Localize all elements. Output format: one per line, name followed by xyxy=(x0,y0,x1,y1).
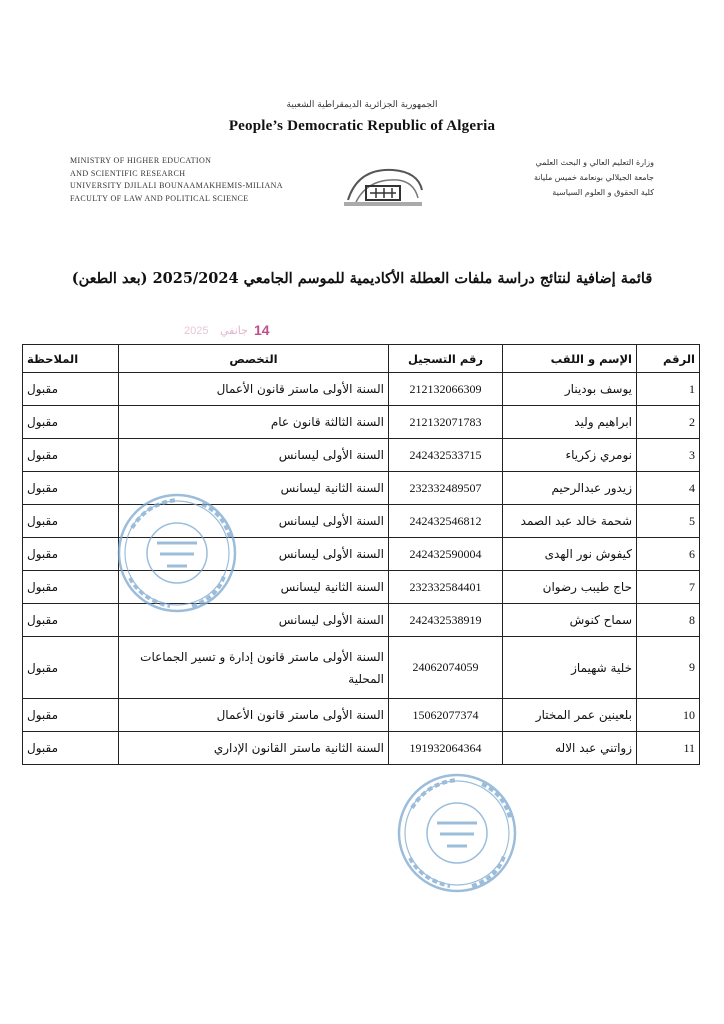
row-spec: السنة الثالثة قانون عام xyxy=(119,406,389,439)
row-name: سماح كنوش xyxy=(503,604,637,637)
row-name: يوسف بودينار xyxy=(503,373,637,406)
row-note: مقبول xyxy=(23,732,119,765)
header-right-line: كلية الحقوق و العلوم السياسية xyxy=(552,188,654,197)
header-left-line: FACULTY OF LAW AND POLITICAL SCIENCE xyxy=(70,193,249,203)
table-row xyxy=(23,406,700,439)
row-note: مقبول xyxy=(23,699,119,732)
header-reg: رقم التسجيل xyxy=(389,345,503,373)
row-note: مقبول xyxy=(23,373,119,406)
university-logo-icon xyxy=(338,160,428,210)
row-spec: السنة الأولى ليسانس xyxy=(119,505,389,538)
row-spec: السنة الأولى ماستر قانون إدارة و تسير الجماعات المحلية xyxy=(119,637,389,699)
row-num: 11 xyxy=(637,732,700,765)
table-header-row xyxy=(23,345,700,373)
header-left-line: AND SCIENTIFIC RESEARCH xyxy=(70,168,186,178)
row-num: 2 xyxy=(637,406,700,439)
row-reg: 212132071783 xyxy=(389,406,503,439)
row-note: مقبول xyxy=(23,637,119,699)
table-row xyxy=(23,732,700,765)
table-row xyxy=(23,699,700,732)
row-num: 8 xyxy=(637,604,700,637)
row-spec: السنة الثانية ليسانس xyxy=(119,571,389,604)
row-num: 10 xyxy=(637,699,700,732)
row-name: زواتني عبد الاله xyxy=(503,732,637,765)
row-note: مقبول xyxy=(23,571,119,604)
header-spec: التخصص xyxy=(119,345,389,373)
header-left-line: MINISTRY OF HIGHER EDUCATION xyxy=(70,156,212,165)
row-note: مقبول xyxy=(23,406,119,439)
header-arabic-republic: الجمهورية الجزائرية الديمقراطية الشعبية xyxy=(286,100,438,110)
row-note: مقبول xyxy=(23,439,119,472)
faculty-stamp-icon xyxy=(112,488,242,618)
row-note: مقبول xyxy=(23,472,119,505)
row-reg: 24062074059 xyxy=(389,637,503,699)
row-num: 6 xyxy=(637,538,700,571)
row-spec: السنة الأولى ليسانس xyxy=(119,439,389,472)
row-name: نومري زكرياء xyxy=(503,439,637,472)
row-reg: 232332584401 xyxy=(389,571,503,604)
header-english-republic: People’s Democratic Republic of Algeria xyxy=(228,118,496,134)
row-num: 3 xyxy=(637,439,700,472)
row-reg: 191932064364 xyxy=(389,732,503,765)
row-spec: السنة الأولى ليسانس xyxy=(119,538,389,571)
row-reg: 242432533715 xyxy=(389,439,503,472)
row-name: حاج طيبب رضوان xyxy=(503,571,637,604)
row-num: 5 xyxy=(637,505,700,538)
row-spec: السنة الثانية ليسانس xyxy=(119,472,389,505)
row-name: زيدور عبدالرحيم xyxy=(503,472,637,505)
row-note: مقبول xyxy=(23,538,119,571)
svg-text:جانفي: جانفي xyxy=(220,324,248,337)
row-reg: 242432538919 xyxy=(389,604,503,637)
table-row xyxy=(23,373,700,406)
date-stamp-icon xyxy=(180,318,290,340)
row-reg: 242432590004 xyxy=(389,538,503,571)
row-spec: السنة الثانية ماستر القانون الإداري xyxy=(119,732,389,765)
row-reg: 15062077374 xyxy=(389,699,503,732)
table-row xyxy=(23,637,700,699)
header-right-line: وزارة التعليم العالي و البحث العلمي xyxy=(535,158,654,167)
svg-text:14: 14 xyxy=(254,322,270,338)
header-right-line: جامعة الجيلالي بونعامة خميس مليانة xyxy=(533,173,654,182)
row-name: ابراهيم وليد xyxy=(503,406,637,439)
row-num: 7 xyxy=(637,571,700,604)
header-left-block xyxy=(70,155,330,205)
row-note: مقبول xyxy=(23,604,119,637)
row-reg: 242432546812 xyxy=(389,505,503,538)
header-num: الرقم xyxy=(637,345,700,373)
row-spec: السنة الأولى ليسانس xyxy=(119,604,389,637)
row-reg: 212132066309 xyxy=(389,373,503,406)
header-name: الإسم و اللقب xyxy=(503,345,637,373)
row-note: مقبول xyxy=(23,505,119,538)
table-row xyxy=(23,439,700,472)
row-spec: السنة الأولى ماستر قانون الأعمال xyxy=(119,699,389,732)
row-spec: السنة الأولى ماستر قانون الأعمال xyxy=(119,373,389,406)
header-right-block xyxy=(454,155,654,200)
row-name: بلعينين عمر المختار xyxy=(503,699,637,732)
row-num: 4 xyxy=(637,472,700,505)
svg-text:2025: 2025 xyxy=(184,325,209,337)
row-num: 9 xyxy=(637,637,700,699)
document-title: قائمة إضافية لنتائج دراسة ملفات العطلة الأكاديمية للموسم الجامعي 2025/2024 (بعد الطعن) xyxy=(71,270,653,287)
row-reg: 232332489507 xyxy=(389,472,503,505)
row-num: 1 xyxy=(637,373,700,406)
faculty-stamp-icon xyxy=(392,768,522,898)
header-note: الملاحظة xyxy=(23,345,119,373)
header-left-line: UNIVERSITY DJILALI BOUNAAMAKHEMIS-MILIANA xyxy=(70,181,283,190)
row-name: خلية شهيماز xyxy=(503,637,637,699)
row-name: كيفوش نور الهدى xyxy=(503,538,637,571)
row-name: شحمة خالد عبد الصمد xyxy=(503,505,637,538)
